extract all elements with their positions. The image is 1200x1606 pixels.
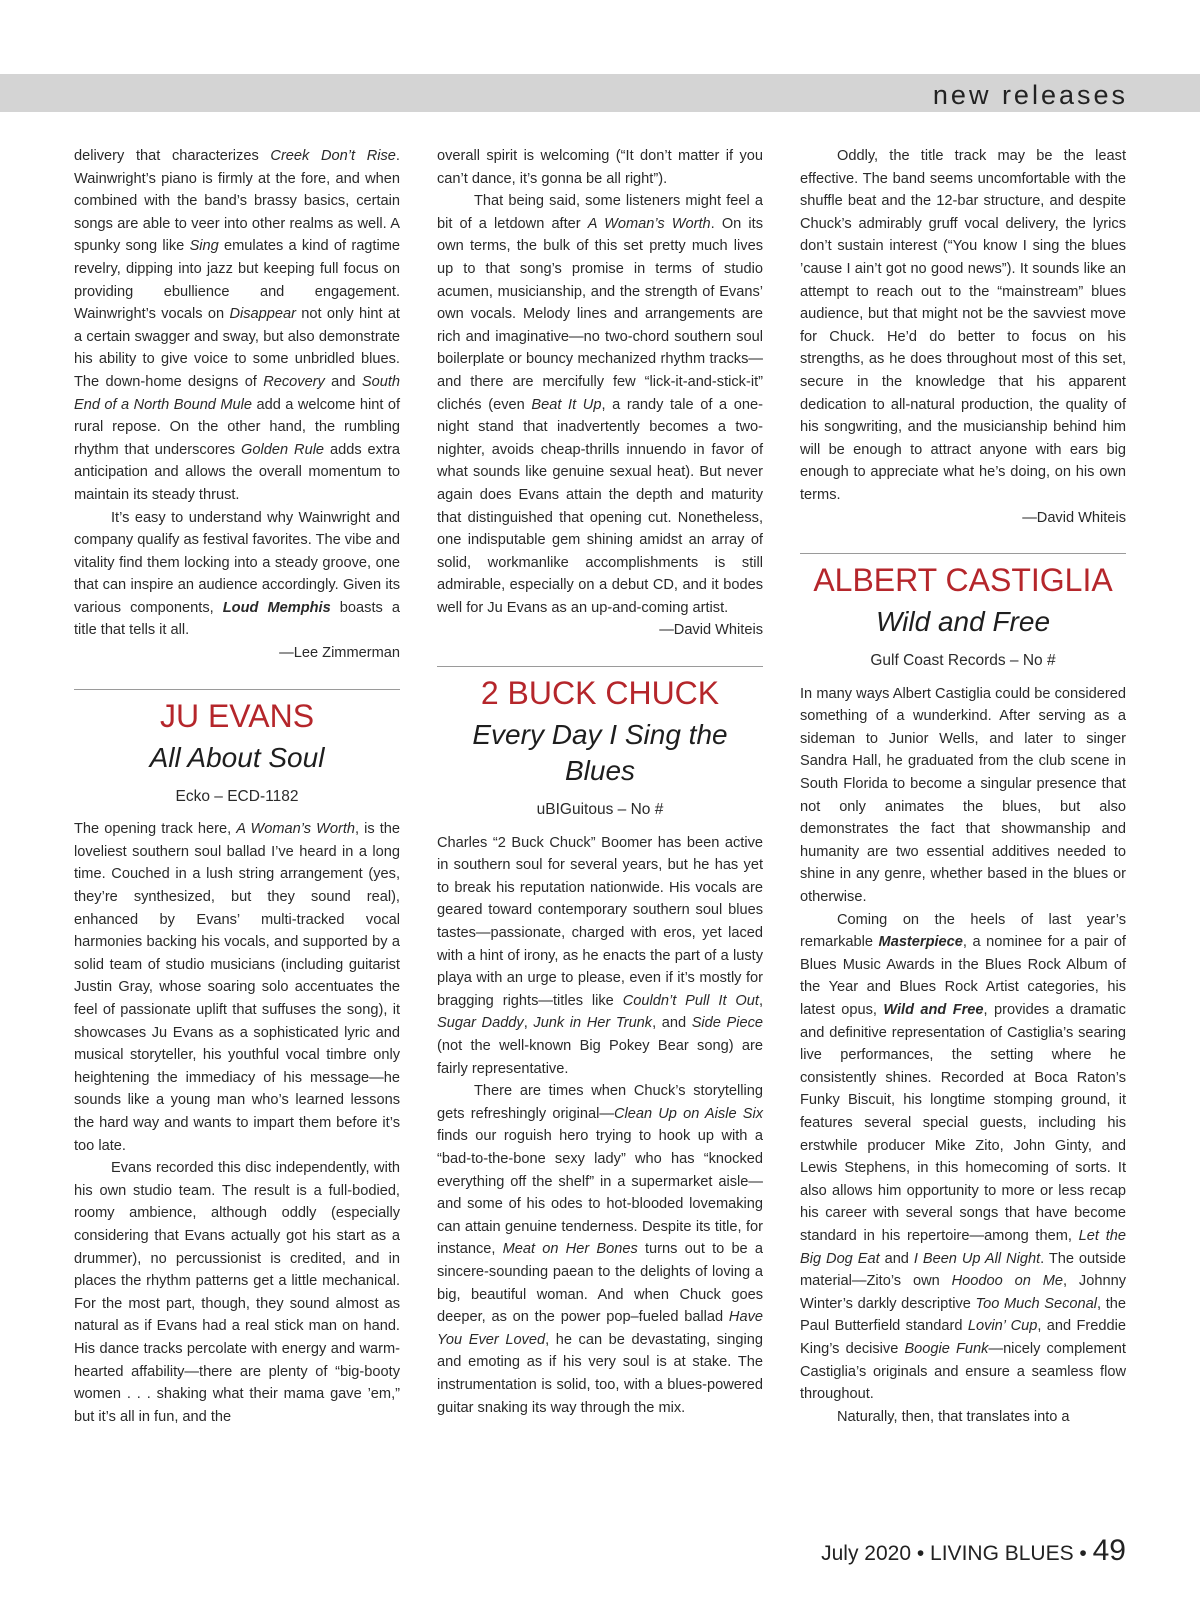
record-label: Ecko – ECD-1182 bbox=[175, 787, 299, 805]
emphasis-text: Masterpiece bbox=[878, 934, 963, 951]
paragraph: The opening track here, A Woman’s Worth, is the loveliest southern soul ballad I’ve heard in a long time. Couched in a lush string arrangement (yes, they’re synthesized, but they sound real), enhanced by Evans’ multi-tracked vocal harmonies backing his vocals, and supported by a solid team of studio musicians (including guitarist Justin Gray, whose soaring solo accentuates the feel of passionate uplift that suffuses the song), it showcases Ju Evans as a sophisticated lyric and musical storyteller, his youthful vocal timbre only heightening the immediacy of his message—he sounds like a young man who’s learned lessons the hard way and wants to impart them before it’s too late. bbox=[74, 821, 400, 1154]
reviewer-signature: —David Whiteis bbox=[1022, 509, 1126, 526]
reviewer-signature: —David Whiteis bbox=[659, 622, 763, 639]
emphasis-text: Hoodoo on Me bbox=[951, 1273, 1063, 1290]
emphasis-text: South End of a North Bound Mule bbox=[74, 373, 400, 413]
emphasis-text: Too Much Seconal bbox=[975, 1295, 1098, 1312]
page-number: 49 bbox=[1092, 1534, 1126, 1567]
paragraph: In many ways Albert Castiglia could be considered something of a wunderkind. After serving as a sideman to Junior Wells, and later to singer Sandra Hall, he graduated from the club scene in South Florida to become a singular presence that not only animates the blues, but also demonstrates the fact that showmanship and humanity are two essential additives needed to shine in any genre, whether based in the blues or otherwise. bbox=[800, 685, 1126, 906]
emphasis-text: Meat on Her Bones bbox=[502, 1241, 638, 1258]
paragraph: Evans recorded this disc independently, with his own studio team. The result is a full-bodied, roomy ambience, although oddly (especially considering that Evans actually got his start as a drummer), no percussionist is credited, and in places the rhythm patterns get a little mechanical. For the most part, though, they sound almost as natural as if Evans had a real stick man on hand. His dance tracks percolate with energy and warm-hearted affability—there are plenty of “big-booty women . . . shaking what their mama gave ’em,” but it’s all in fun, and the bbox=[74, 1160, 400, 1425]
emphasis-text: I Been Up All Night bbox=[913, 1250, 1041, 1267]
emphasis-text: Disappear bbox=[229, 306, 296, 323]
artist-name: JU EVANS bbox=[159, 697, 315, 734]
emphasis-text: Junk in Her Trunk bbox=[533, 1015, 653, 1032]
emphasis-text: Side Piece bbox=[691, 1015, 763, 1032]
artist-name: ALBERT CASTIGLIA bbox=[813, 562, 1113, 599]
emphasis-text: Wild and Free bbox=[883, 1002, 984, 1018]
album-title: Every Day I Sing the Blues bbox=[472, 719, 728, 787]
album-title: All About Soul bbox=[149, 741, 325, 773]
reviewer-signature: —Lee Zimmerman bbox=[279, 645, 400, 662]
emphasis-text: Boogie Funk bbox=[904, 1340, 989, 1357]
section-title: new releases bbox=[932, 80, 1128, 110]
page-footer bbox=[821, 1534, 1126, 1568]
paragraph: Naturally, then, that translates into a bbox=[837, 1408, 1070, 1425]
record-label: Gulf Coast Records – No # bbox=[870, 652, 1056, 670]
emphasis-text: A Woman’s Worth bbox=[236, 821, 355, 838]
emphasis-text: A Woman’s Worth bbox=[587, 215, 711, 232]
emphasis-text: Golden Rule bbox=[241, 441, 325, 458]
column-2 bbox=[437, 145, 763, 1419]
emphasis-text: Sugar Daddy bbox=[437, 1015, 524, 1032]
emphasis-text: Let the Big Dog Eat bbox=[800, 1227, 1126, 1267]
paragraph: overall spirit is welcoming (“It don’t matter if you can’t dance, it’s gonna be all right”). bbox=[437, 148, 763, 187]
emphasis-text: Loud Memphis bbox=[222, 599, 331, 616]
emphasis-text: Couldn’t Pull It Out bbox=[622, 992, 759, 1009]
paragraph: Oddly, the title track may be the least effective. The band seems uncomfortable with the shuffle beat and the 12-bar structure, and despite Chuck’s admirably gruff vocal delivery, the lyrics don’t sustain interest (“You know I sing the blues ’cause I ain’t got no good news”). It sounds like an attempt to reach out to the “mainstream” blues audience, but that might not be the savviest move for Chuck. He’d do better to focus on his strengths, as he does throughout most of this set, secure in the knowledge that his apparent dedication to all-natural production, the quality of his songwriting, and the musicianship behind him will be enough to attract anyone with ears big enough to appreciate what he’s doing, on his own terms. bbox=[800, 148, 1126, 503]
paragraph: delivery that characterizes Creek Don’t Rise. Wainwright’s piano is firmly at the fore, and when combined with the band’s brassy basics, certain songs are able to veer into other realms as well. A spunky song like Sing emulates a kind of ragtime revelry, dipping into jazz but keeping full focus on providing ebullience and engagement. Wainwright’s vocals on Disappear not only hint at a certain swagger and sway, but also demonstrate his ability to give voice to some unbridled blues. The down-home designs of Recovery and South End of a North Bound Mule add a welcome hint of rural repose. On the other hand, the rumbling rhythm that underscores Golden Rule adds extra anticipation and allows the overall momentum to maintain its steady thrust. bbox=[74, 148, 401, 503]
paragraph: There are times when Chuck’s storytelling gets refreshingly original—Clean Up on Aisle Six finds our roguish hero trying to hook up with a “bad-to-the-bone sexy lady” who has “knocked everything off the shelf” in a supermarket aisle—and some of his odes to hot-blooded lovemaking can attain genuine tenderness. Despite its title, for instance, Meat on Her Bones turns out to be a sincere-sounding paean to the delights of loving a big, beautiful woman. And when Chuck goes deeper, as on the power pop–fueled ballad Have You Ever Loved, he can be devastating, singing and emoting as if his very soul is at stake. The instrumentation is solid, too, with a blues-powered guitar snaking its way through the mix. bbox=[437, 1083, 763, 1416]
column-3 bbox=[800, 145, 1126, 1428]
record-label: uBIGuitous – No # bbox=[536, 801, 664, 819]
emphasis-text: Have You Ever Loved bbox=[437, 1309, 763, 1348]
issue-info: July 2020 • LIVING BLUES • bbox=[821, 1542, 1093, 1565]
artist-name: 2 BUCK CHUCK bbox=[480, 675, 720, 712]
paragraph: That being said, some listeners might feel a bit of a letdown after A Woman’s Worth. On its own terms, the bulk of this set pretty much lives up to that song’s promise in terms of studio acumen, musicianship, and the strength of Evans’ own vocals. Melody lines and arrangements are rich and imaginative—no two-chord southern soul boilerplate or bouncy mechanized rhythm tracks—and there are mercifully few “lick-it-and-stick-it” clichés (even Beat It Up, a randy tale of a one-night stand that inadvertently becomes a two-nighter, avoids cheap-thrills innuendo in favor of what sounds like genuine sexual heat). But never again does Evans attain the depth and maturity that distinguished that opening cut. Nonetheless, one indisputable gem shining amidst an array of solid, workmanlike accomplishments is still admirable, especially on a debut CD, and it bodes well for Ju Evans as an up-and-coming artist. bbox=[437, 193, 763, 616]
album-title: Wild and Free bbox=[875, 606, 1051, 638]
emphasis-text: Lovin’ Cup bbox=[967, 1318, 1038, 1335]
emphasis-text: Recovery bbox=[263, 373, 325, 390]
paragraph: Charles “2 Buck Chuck” Boomer has been active in southern soul for several years, but he has yet to break his reputation nationwide. His vocals are geared toward contemporary southern soul blues tastes—passionate, charged with eros, yet laced with a hint of irony, as he enacts the part of a lusty playa with an urge to please, even if it’s mostly for bragging rights—titles like Couldn’t Pull It Out, Sugar Daddy, Junk in Her Trunk, and Side Piece (not the well-known Big Pokey Bear song) are fairly representative. bbox=[437, 834, 763, 1077]
paragraph: It’s easy to understand why Wainwright and company qualify as festival favorites. The vibe and vitality find them locking into a steady groove, one that can inspire an audience accordingly. Given its various components, Loud Memphis boasts a title that tells it all. bbox=[74, 509, 400, 639]
emphasis-text: Sing bbox=[189, 238, 219, 255]
paragraph: Coming on the heels of last year’s remarkable Masterpiece, a nominee for a pair of Blues Music Awards in the Blues Rock Album of the Year and Blues Rock Artist categories, his latest opus, Wild and Free, provides a dramatic and definitive representation of Castiglia’s searing live performances, the setting where he consistently shines. Recorded at Boca Raton’s Funky Biscuit, his longtime stomping ground, it features several special guests, including his erstwhile producer Mike Zito, John Ginty, and Lewis Stephens, in this homecoming of sorts. It also allows him opportunity to more or less recap his career with several songs that have become standard in his repertoire—among them, Let the Big Dog Eat and I Been Up All Night. The outside material—Zito’s own Hoodoo on Me, Johnny Winter’s darkly descriptive Too Much Seconal, the Paul Butterfield standard Lovin’ Cup, and Freddie King’s decisive Boogie Funk—nicely complement Castiglia’s originals and ensure a seamless flow throughout. bbox=[800, 911, 1126, 1403]
emphasis-text: Clean Up on Aisle Six bbox=[613, 1105, 763, 1122]
column-1 bbox=[74, 145, 400, 1428]
emphasis-text: Beat It Up bbox=[531, 396, 602, 413]
emphasis-text: Creek Don’t Rise bbox=[270, 148, 396, 164]
